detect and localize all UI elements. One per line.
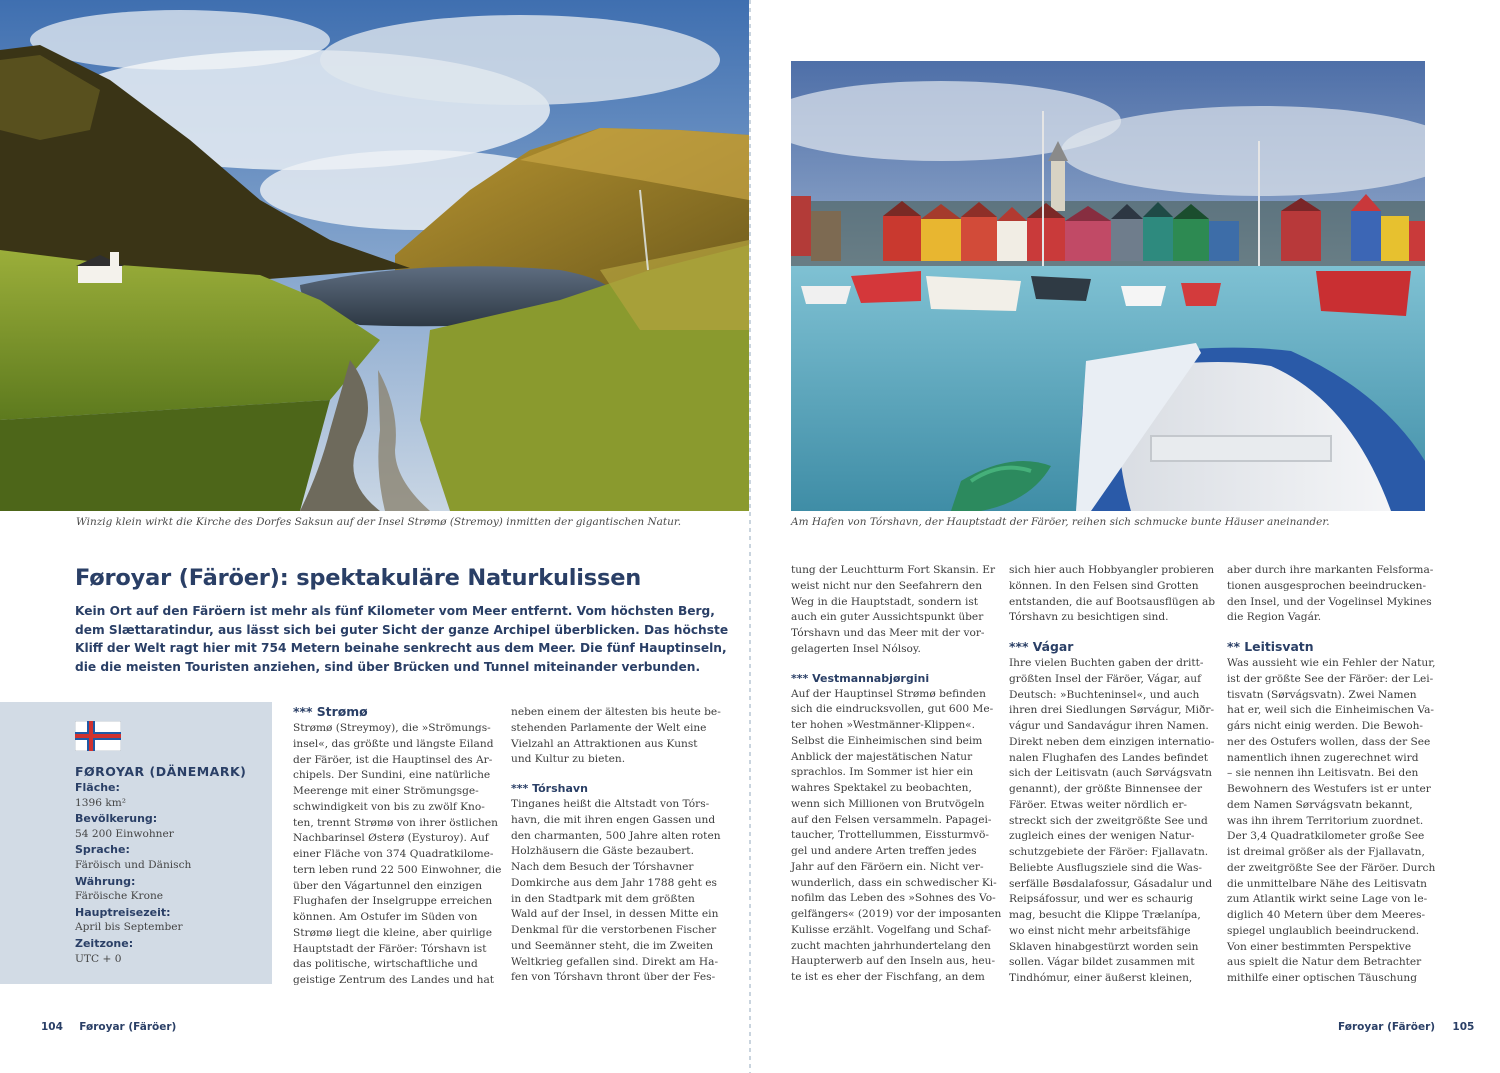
text-line: schutzgebiete der Färöer: Fjallavatn.: [1009, 846, 1209, 858]
text-line: nofilm das Leben des »Sohnes des Vo-: [791, 892, 996, 905]
text-line: den charmanten, 500 Jahre alten roten: [511, 829, 721, 842]
text-line: stehenden Parlamente der Welt eine: [511, 721, 707, 734]
fact-value: 54 200 Einwohner: [75, 827, 174, 840]
text-column-4: [1009, 563, 1216, 987]
text-line: und Kultur zu bieten.: [511, 753, 626, 766]
text-line: wo einst nicht mehr arbeitsfähige: [1009, 924, 1191, 937]
fact-box-title: FØROYAR (DÄNEMARK): [75, 764, 247, 779]
text-line: sollen. Vágar bildet zusammen mit: [1009, 956, 1195, 969]
text-line: gelagerten Insel Nólsoy.: [791, 642, 921, 655]
text-line: Tindhómur, einer äußerst kleinen,: [1009, 972, 1193, 984]
page-gutter: [749, 0, 751, 1073]
text-line: tisvatn (Sørvágsvatn). Zwei Namen: [1227, 688, 1417, 701]
text-line: havn, die mit ihren engen Gassen und: [511, 813, 716, 826]
text-line: Ihre vielen Buchten gaben der dritt-: [1009, 657, 1204, 669]
text-line: einer Fläche von 374 Quadratkilome-: [293, 848, 494, 860]
text-column-3: [791, 563, 1002, 986]
article-title: Føroyar (Färöer): spektakuläre Naturkulissen: [75, 565, 642, 591]
text-line: weist nicht nur den Seefahrern den: [791, 579, 983, 592]
column-body: [1227, 563, 1434, 626]
section-heading-stromo: *** Strømø: [293, 704, 368, 719]
text-line: tionen ausgesprochen beeindrucken-: [1227, 579, 1427, 592]
text-line: ist der größte See der Färöer: der Lei-: [1227, 672, 1434, 685]
text-line: vágur und Sandavágur ihren Namen.: [1009, 720, 1209, 732]
text-line: können. In den Felsen sind Grotten: [1009, 579, 1199, 592]
text-column-2: [511, 705, 721, 986]
text-line: Reipsáfossur, und wer es schaurig: [1009, 893, 1193, 906]
text-line: Jahr auf den Färöern ein. Nicht ver-: [791, 860, 984, 873]
fact-label: Hauptreisezeit:: [75, 905, 171, 919]
text-line: insel«, das größte und längste Eiland: [293, 737, 494, 750]
text-line: Denkmal für die verstorbenen Fischer: [511, 924, 717, 936]
fact-value: Färöische Krone: [75, 890, 164, 903]
text-line: zucht machten jahrhundertelang den: [791, 939, 991, 952]
column-body: [293, 721, 502, 989]
text-line: Tórshavn und das Meer mit der vor-: [791, 627, 985, 639]
text-line: Vielzahl an Attraktionen aus Kunst: [511, 737, 698, 750]
text-line: taucher, Trottellummen, Eissturmvö-: [791, 829, 989, 842]
text-line: – sie nennen ihn Leitisvatn. Bei den: [1227, 767, 1419, 780]
section-heading-torshavn: *** Tórshavn: [511, 782, 588, 795]
text-line: das politische, wirtschaftliche und: [293, 958, 478, 971]
text-line: namentlich ihnen zugerechnet wird: [1227, 751, 1419, 764]
page-number: 104: [41, 1021, 63, 1033]
text-line: sich die eindrucksvollen, gut 600 Me-: [791, 703, 994, 716]
page-number: 105: [1452, 1021, 1475, 1033]
text-line: sich hier auch Hobbyangler probieren: [1009, 564, 1215, 576]
text-line: geistige Zentrum des Landes und hat: [293, 974, 495, 986]
text-line: Kulisse erzählt. Vogelfang und Schaf-: [791, 923, 992, 936]
text-line: Bewohnern des Westufers ist er unter: [1227, 783, 1431, 795]
fact-label: Bevölkerung:: [75, 812, 158, 826]
text-line: wahres Spektakel zu beobachten,: [791, 782, 972, 794]
text-line: Beliebte Ausflugsziele sind die Was-: [1009, 861, 1202, 874]
text-line: den Insel, und der Vogelinsel Mykines: [1227, 595, 1432, 608]
right-folio: [1338, 1021, 1474, 1033]
text-line: Weg in die Hauptstadt, sondern ist: [791, 595, 979, 608]
text-line: Haupterwerb auf den Inseln aus, heu-: [791, 955, 996, 968]
fact-label: Zeitzone:: [75, 936, 134, 950]
column-body: [791, 563, 996, 658]
text-line: Strømø (Streymoy), die »Strömungs-: [293, 722, 491, 734]
right-photo-caption: Am Hafen von Tórshavn, der Hauptstadt der Färöer, reihen sich schmucke bunte Häuser aneinander.: [791, 516, 1330, 528]
text-line: zum Atlantik wirkt seine Lage von le-: [1227, 893, 1428, 906]
text-line: aber durch ihre markanten Felsforma-: [1227, 564, 1434, 576]
text-column-1: [293, 703, 502, 989]
text-line: gel und andere Arten treffen jedes: [791, 845, 977, 857]
lead-paragraph: [75, 602, 729, 676]
lead-line: Kein Ort auf den Färöern ist mehr als fünf Kilometer vom Meer entfernt. Vom höchsten Berg,: [75, 604, 715, 618]
left-photo-caption: Winzig klein wirkt die Kirche des Dorfes Saksun auf der Insel Strømø (Stremoy) inmitten der gigantischen Natur.: [76, 516, 682, 528]
text-line: Färöer. Etwas weiter nördlich er-: [1009, 798, 1188, 811]
text-line: genannt), der größte Binnensee der: [1009, 783, 1203, 795]
text-line: spiegel unglaublich beeindruckend.: [1227, 924, 1420, 937]
text-line: Deutsch: »Buchteninsel«, und auch: [1009, 688, 1200, 701]
text-line: entstanden, die auf Bootsausflügen ab: [1009, 595, 1216, 608]
text-line: ist dreimal größer als der Fjallavatn,: [1227, 846, 1425, 858]
text-line: ner des Ostufers wollen, dass der See: [1227, 735, 1431, 748]
text-line: fen von Tórshavn thront über der Fes-: [511, 971, 716, 984]
text-line: Selbst die Einheimischen sind beim: [791, 734, 983, 747]
text-line: Tórshavn zu besichtigen sind.: [1009, 611, 1169, 624]
section-heading-leitisvatn: ** Leitisvatn: [1227, 639, 1314, 654]
text-line: mithilfe einer optischen Täuschung: [1227, 972, 1418, 984]
faroe-flag-icon: [75, 721, 121, 751]
running-head: Føroyar (Färöer): [1338, 1021, 1436, 1033]
text-line: Direkt neben dem einzigen internatio-: [1009, 735, 1215, 748]
text-line: ter hohen »Westmänner-Klippen«.: [791, 719, 976, 731]
text-line: mag, besucht die Klippe Trælanípa,: [1009, 909, 1201, 921]
saksun-landscape-photo: [0, 0, 749, 511]
text-line: gárs nicht einig werden. Die Bewoh-: [1227, 720, 1424, 732]
text-line: Anblick der majestätischen Natur: [791, 750, 973, 763]
text-line: wunderlich, dass ein schwedischer Ki-: [791, 876, 997, 889]
text-line: serfälle Bøsdalafossur, Gásadalur und: [1009, 877, 1213, 890]
text-line: Was aussieht wie ein Fehler der Natur,: [1227, 657, 1436, 669]
text-line: Tinganes heißt die Altstadt von Tórs-: [511, 798, 710, 810]
fact-value: Färöisch und Dänisch: [75, 858, 192, 871]
text-line: tung der Leuchtturm Fort Skansin. Er: [791, 564, 996, 576]
text-line: Nachbarinsel Østerø (Eysturoy). Auf: [293, 832, 489, 845]
text-line: Domkirche aus dem Jahr 1788 geht es: [511, 876, 717, 889]
section-heading-vestmannabjorgini: *** Vestmannabjørgini: [791, 671, 930, 685]
fact-label: Währung:: [75, 874, 136, 888]
text-line: in den Stadtpark mit dem größten: [511, 892, 695, 905]
text-line: gelfängers« (2019) vor der imposanten: [791, 908, 1002, 920]
section-heading-vagar: *** Vágar: [1009, 639, 1074, 654]
text-line: nalen Flughafen des Landes befindet: [1009, 751, 1208, 764]
text-line: die unmittelbare Nähe des Leitisvatn: [1227, 877, 1427, 890]
fact-value: April bis September: [75, 921, 183, 934]
text-line: Nach dem Besuch der Tórshavner: [511, 861, 694, 873]
column-body: [1227, 656, 1436, 987]
fact-value: UTC + 0: [75, 952, 122, 965]
text-line: dem Namen Sørvágsvatn bekannt,: [1227, 798, 1413, 811]
text-line: ihren drei Siedlungen Sørvágur, Miðr-: [1009, 704, 1215, 717]
text-line: Weltkrieg gefallen sind. Direkt am Ha-: [511, 955, 719, 968]
text-line: aus spielt die Natur dem Betrachter: [1227, 956, 1422, 969]
text-line: sprachlos. Im Sommer ist hier ein: [791, 766, 974, 779]
text-line: Auf der Hauptinsel Strømø befinden: [791, 687, 986, 700]
text-line: Der 3,4 Quadratkilometer große See: [1227, 830, 1425, 843]
column-body: [1009, 563, 1216, 626]
text-line: tern leben rund 22 500 Einwohner, die: [293, 863, 502, 876]
text-column-5: [1227, 563, 1436, 987]
torshavn-harbour-photo: [791, 61, 1425, 511]
text-line: auch ein guter Aussichtspunkt über: [791, 611, 984, 624]
text-line: te ist es eher der Fischfang, an dem: [791, 971, 985, 983]
text-line: der Färöer, ist die Hauptinsel des Ar-: [293, 753, 493, 766]
text-line: Wald auf der Insel, in dessen Mitte ein: [511, 908, 719, 921]
column-body: [511, 705, 721, 768]
lead-line: dem Slættaratindur, aus lässt sich bei guter Sicht der ganze Archipel überblicken. Das höchste: [75, 622, 729, 637]
text-line: Hauptstadt der Färöer: Tórshavn ist: [293, 942, 487, 955]
fact-value: 1396 km²: [75, 796, 127, 809]
text-line: ten, trennt Strømø von ihrer östlichen: [293, 816, 498, 829]
text-line: über den Vágartunnel den einzigen: [293, 879, 483, 892]
text-line: sich der Leitisvatn (auch Sørvágsvatn: [1009, 767, 1212, 780]
column-body: [511, 797, 721, 986]
lead-line: die die meisten Touristen anziehen, sind über Brücken und Tunnel miteinander verbunden.: [75, 659, 701, 674]
text-line: können. Am Ostufer im Süden von: [293, 911, 478, 923]
text-line: Flughafen der Inselgruppe erreichen: [293, 895, 493, 908]
text-line: zugleich eines der wenigen Natur-: [1009, 830, 1195, 843]
text-line: streckt sich der zweitgrößte See und: [1009, 814, 1208, 827]
text-line: wenn sich Millionen von Brutvögeln: [791, 797, 985, 810]
fact-label: Sprache:: [75, 843, 130, 857]
column-body: [1009, 656, 1215, 987]
lead-line: Kliff der Welt ragt hier mit 754 Metern beinahe senkrecht aus dem Meer. Die fünf Hauptinseln,: [75, 641, 727, 656]
text-line: der zweitgrößte See der Färöer. Durch: [1227, 861, 1436, 874]
fact-list: [75, 780, 265, 967]
text-line: die Region Vagár.: [1227, 611, 1322, 624]
left-folio: [41, 1021, 176, 1033]
text-line: was ihn ihrem Territorium zuordnet.: [1227, 814, 1424, 827]
text-line: chipels. Der Sundini, eine natürliche: [293, 769, 491, 782]
text-line: neben einem der ältesten bis heute be-: [511, 706, 721, 718]
text-line: diglich 40 Metern über dem Meeres-: [1227, 909, 1426, 921]
text-line: schwindigkeit von bis zu zwölf Kno-: [293, 800, 485, 813]
running-head: Føroyar (Färöer): [79, 1021, 177, 1033]
text-line: Von einer bestimmten Perspektive: [1227, 940, 1412, 953]
text-line: Holzhäusern die Gäste bezaubert.: [511, 845, 694, 858]
text-line: Meerenge mit einer Strömungsge-: [293, 785, 479, 797]
text-line: hat er, weil sich die Einheimischen Va-: [1227, 704, 1434, 717]
text-line: Strømø liegt die kleine, aber quirlige: [293, 926, 492, 939]
text-line: auf den Felsen versammeln. Papagei-: [791, 813, 992, 826]
fact-label: Fläche:: [75, 781, 120, 794]
text-line: größten Insel der Färöer, Vágar, auf: [1009, 672, 1202, 685]
text-line: Sklaven hinabgestürzt worden sein: [1009, 940, 1199, 953]
column-body: [791, 687, 1002, 986]
text-line: und Seemänner steht, die im Zweiten: [511, 939, 714, 952]
